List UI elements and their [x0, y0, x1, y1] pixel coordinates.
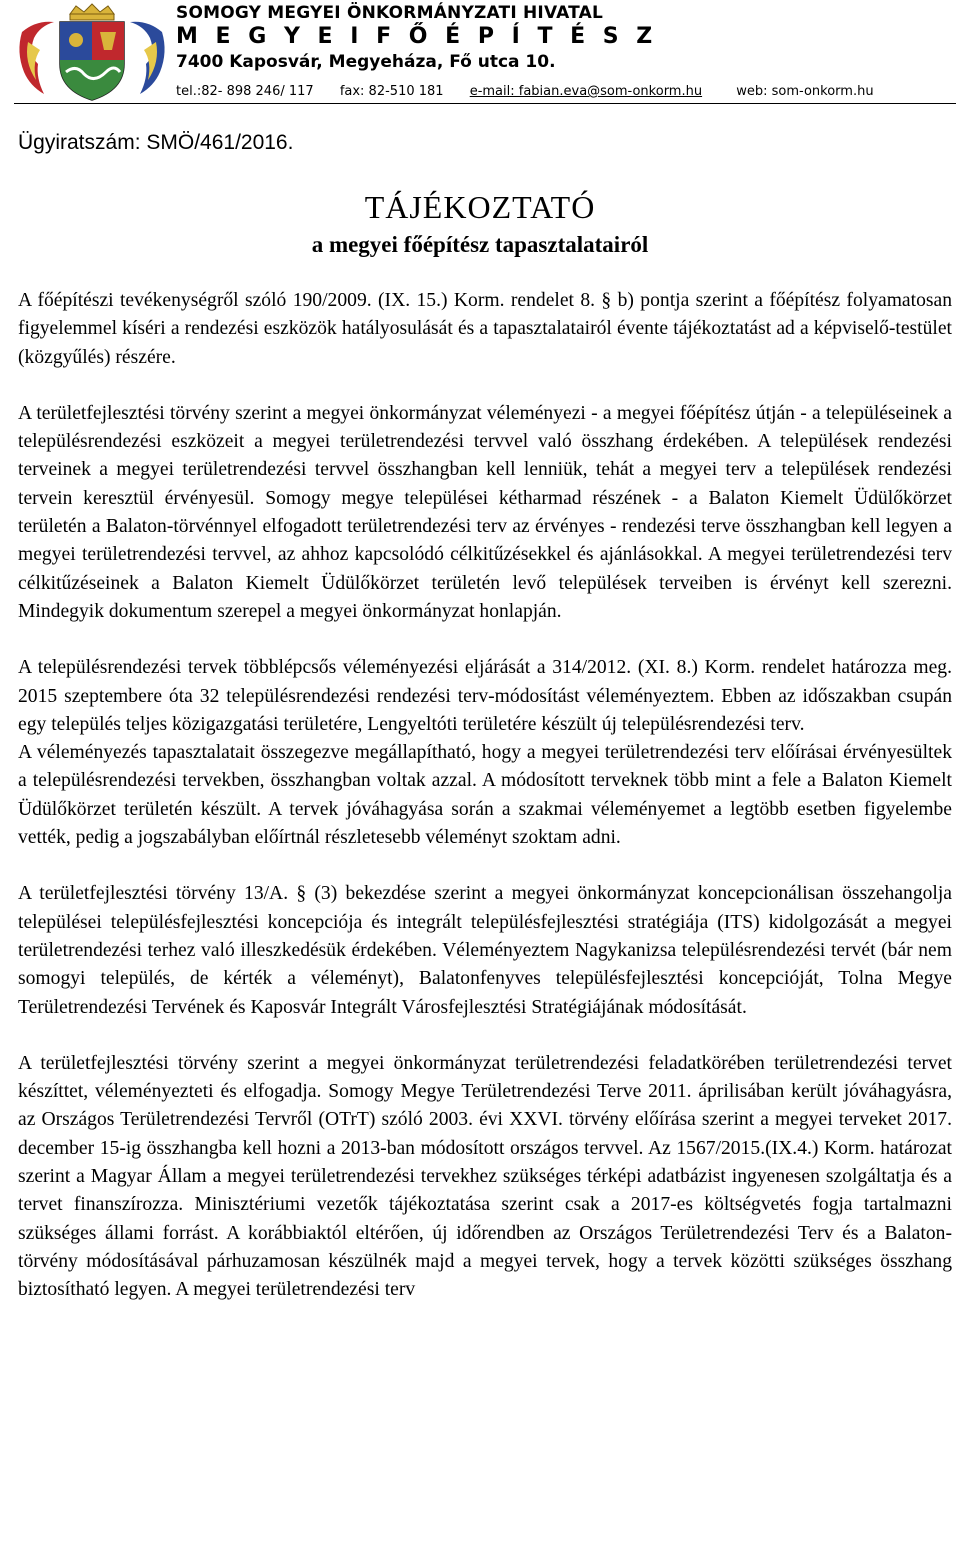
- document-subtitle: a megyei főépítész tapasztalatairól: [311, 232, 649, 257]
- paragraph: A területfejlesztési törvény szerint a megyei önkormányzat véleményezi - a megyei főépítész útján - a településeinek a településrendezési eszközeit a megyei területrendezési tervvel való összhang érdekében. A települések rendezési terveinek a megyei területrendezési tervvel összhangban kell lenniük, tehát a megyei terv a települések rendezési tervein keresztül érvényesül. Somogy megye települései kétharmad részének - a Balaton Kiemelt Üdülőkörzet területén a Balaton-törvénnyel elfogadott területrendezési terv az érvényes - rendezési terve összhangban kell legyen a megyei területrendezési tervvel, az ahhoz kapcsolódó célkitűzésekkel és ajánlásokkal. A megyei területrendezési terv célkitűzéseinek a Balaton Kiemelt Üdülőkörzet területén levő települések terveiben is érvényt kell szerezni. Mindegyik dokumentum szerepel a megyei önkormányzat honlapján.: [18, 402, 952, 622]
- fax-number: fax: 82-510 181: [339, 84, 444, 99]
- paragraph: A területfejlesztési törvény 13/A. § (3) bekezdése szerint a megyei önkormányzat koncepcionálisan összehangolja települései településfejlesztési koncepciója és integrált településfejlesztési stratégiája (ITS) kidolgozását a megyei területrendezési terhez való illeszkedésük érdekében. Véleményeztem Nagykanizsa településrendezési tervét (bár nem somogyi település, de kérték a véleményt), Balatonfenyves településfejlesztési koncepcióját, Tolna Megye Területrendezési Tervének és Kaposvár Integrált Városfejlesztési Stratégiájának módosítását.: [18, 883, 952, 1018]
- paragraph: A véleményezés tapasztalatait összegezve megállapítható, hogy a megyei területrendezési terv előírásai érvényesültek a településrendezési tervekben, összhangban voltak azzal. A módosított terveknek több mint a fele a Balaton Kiemelt Üdülőkörzet területén készült. A tervek jóváhagyása során a szakmai véleményemet a legtöbb esetben figyelembe vették, pedig a jogszabályban előírtnál részletesebb véleményt szoktam adni.: [18, 742, 952, 849]
- file-number: Ügyiratszám: SMÖ/461/2016.: [18, 131, 294, 154]
- office-address: 7400 Kaposvár, Megyeháza, Fő utca 10.: [176, 52, 556, 72]
- letterhead: [0, 0, 960, 106]
- paragraph: A főépítészi tevékenységről szóló 190/2009. (IX. 15.) Korm. rendelet 8. § b) pontja szerint a főépítész folyamatosan figyelemmel kíséri a rendezési eszközök hatályosulását és a tapasztalatairól évente tájékoztatást ad a képviselő-testület (közgyűlés) részére.: [18, 290, 952, 368]
- web-link[interactable]: web: som-onkorm.hu: [736, 84, 874, 99]
- paragraph: A településrendezési tervek többlépcsős véleményezési eljárását a 314/2012. (XI. 8.) Korm. rendelet határozza meg. 2015 szeptembere óta 32 településrendezési rendezési terv-módosítást véleményeztem. Ebben az időszakban csupán egy település teljes közigazgatási területére, Lengyeltóti területére készült új településrendezési terv.: [18, 657, 952, 735]
- department-name: M E G Y E I F Ő É P Í T É S Z: [176, 24, 658, 49]
- letterhead-text: [176, 2, 657, 74]
- document-title: TÁJÉKOZTATÓ: [364, 189, 596, 225]
- contact-line: [176, 84, 896, 100]
- letterhead-divider: [14, 103, 956, 104]
- email-link[interactable]: e-mail: fabian.eva@som-onkorm.hu: [469, 84, 703, 99]
- paragraph: A területfejlesztési törvény szerint a megyei önkormányzat területrendezési feladatkörében területrendezési tervet készíttet, véleményezteti és elfogadja. Somogy Megye Területrendezési Terve 2011. áprilisában került jóváhagyásra, az Országos Területrendezési Tervről (OTrT) szóló 2003. évi XXVI. törvény előírása szerint a megyei terveket 2017. december 15-ig összhangba kell hozni a 2013-ban módosított országos tervvel. Az 1567/2015.(IX.4.) Korm. határozat szerint a Magyar Állam a megyei területrendezési tervekhez szükséges térképi adatbázist ingyenesen szolgáltatja és a tervet finanszírozza. Minisztériumi vezetők tájékoztatása szerint csak a 2017-es költségvetés fogja tartalmazni szükséges állami forrást. A korábbiaktól eltérően, új időrendben az Országos Területrendezési Terv és a Balaton-törvény módosításával párhuzamosan készülnék majd a megyei tervek, hogy a tervek közötti szükséges összhang biztosítható legyen. A megyei területrendezési terv: [18, 1052, 952, 1301]
- coat-of-arms-icon: [14, 2, 170, 102]
- document-body: [18, 287, 952, 1305]
- office-name: SOMOGY MEGYEI ÖNKORMÁNYZATI HIVATAL: [176, 3, 604, 23]
- phone-number: tel.:82- 898 246/ 117: [176, 84, 314, 99]
